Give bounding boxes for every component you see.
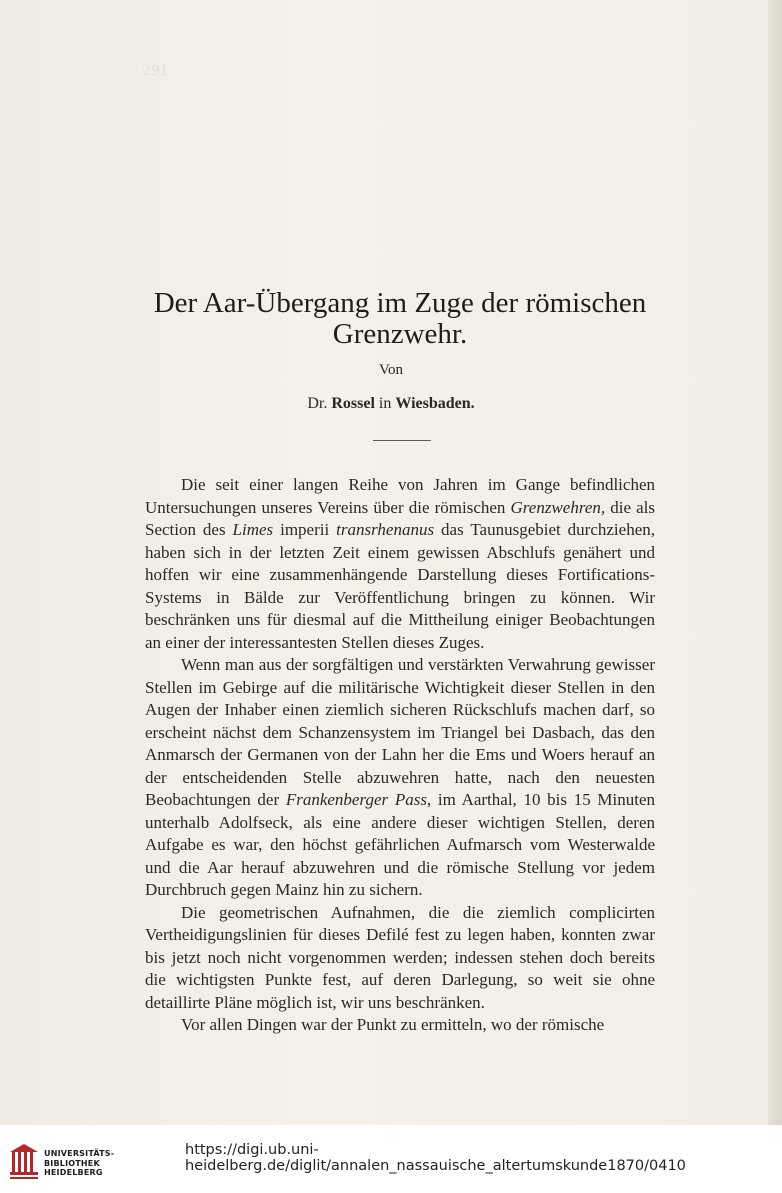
text-run: Die seit einer langen Reihe von Jahren im Gange befindlichen Untersuchungen unseres Vereins über die römischen xyxy=(145,475,655,517)
article-title-line-1: Der Aar-Übergang im Zuge der römischen xyxy=(153,287,647,319)
text-run: Vor allen Dingen war der Punkt zu ermitteln, wo der römische xyxy=(181,1015,605,1034)
author-name: Rossel xyxy=(331,395,375,412)
text-run: die als Section des xyxy=(145,497,655,539)
italic-term: Limes xyxy=(232,520,274,539)
italic-term: transrhenanus xyxy=(336,520,435,539)
text-run: im Aarthal, 10 bis 15 Minuten unterhalb Adolfseck, als eine andere dieser wichtigen Stellen, deren Aufgabe es war, den höchst gefährlichen Aufmarsch vom Westerwalde und die Aar herauf abzuwehren und die römische Stellung vor jedem Durchbruch gegen Mainz hin zu sichern. xyxy=(145,790,656,899)
body-paragraph xyxy=(145,1014,655,1037)
bleed-through-page-number: 291 xyxy=(142,63,169,79)
author-line xyxy=(0,395,782,413)
body-paragraph xyxy=(145,654,655,902)
article-title-line-2: Grenzwehr. xyxy=(332,318,468,350)
article-body xyxy=(145,474,655,1037)
text-run: Wenn man aus der sorgfältigen und verstärkten Verwahrung gewisser Stellen im Gebirge auf die militärische Wichtigkeit dieser Stellen in den Augen der Inhaber einen ziemlich sicheren Rückschlufs machen darf, so erscheint nächst dem Schanzensystem im Triangel bei Dasbach, das den Anmarsch der Germanen von der Lahn her die Ems und Woers herauf an der entscheidenden Stelle abzuwehren hatte, nach den neuesten Beobachtungen der xyxy=(145,655,655,809)
body-paragraph xyxy=(145,902,655,1015)
title-divider xyxy=(373,440,431,441)
page-edge-shadow xyxy=(768,0,782,1125)
author-in: in xyxy=(378,395,392,412)
text-run: imperii xyxy=(273,520,337,539)
author-place: Wiesbaden. xyxy=(395,395,475,412)
italic-term: Grenzwehren, xyxy=(510,497,606,517)
text-run: Die geometrischen Aufnahmen, die die ziemlich complicirten Vertheidigungslinien für dieses Defilé fest zu legen haben, konnten zwar bis jetzt noch nicht vorgenommen werden; indessen stehen doch bereits die wichtigsten Punkte fest, auf deren Darlegung, so weit sie ohne detaillirte Pläne möglich ist, wir uns beschränken. xyxy=(145,902,655,1012)
italic-term: Frankenberger Pass, xyxy=(285,790,432,809)
author-prefix: Dr. xyxy=(307,395,328,412)
byline-von: Von xyxy=(379,362,403,378)
library-logo-icon[interactable] xyxy=(8,1142,40,1182)
text-run: das Taunusgebiet durchziehen, haben sich in der letzten Zeit einem gewissen Abschlufs genähert und hoffen wir eine zusammenhängende Darstellung dieses Fortifications-Systems in Bälde zur Veröffentlichung bringen zu können. Wir beschränken uns für diesmal auf die Mittheilung einiger Beobachtungen an einer der interessantesten Stellen dieses Zuges. xyxy=(145,520,655,652)
body-paragraph xyxy=(145,474,655,654)
source-url-link[interactable]: https://digi.ub.uni-heidelberg.de/diglit/annalen_nassauische_altertumskunde1870/0410 xyxy=(185,1142,686,1174)
library-logo-text: UNIVERSITÄTS- BIBLIOTHEK HEIDELBERG xyxy=(44,1149,115,1177)
